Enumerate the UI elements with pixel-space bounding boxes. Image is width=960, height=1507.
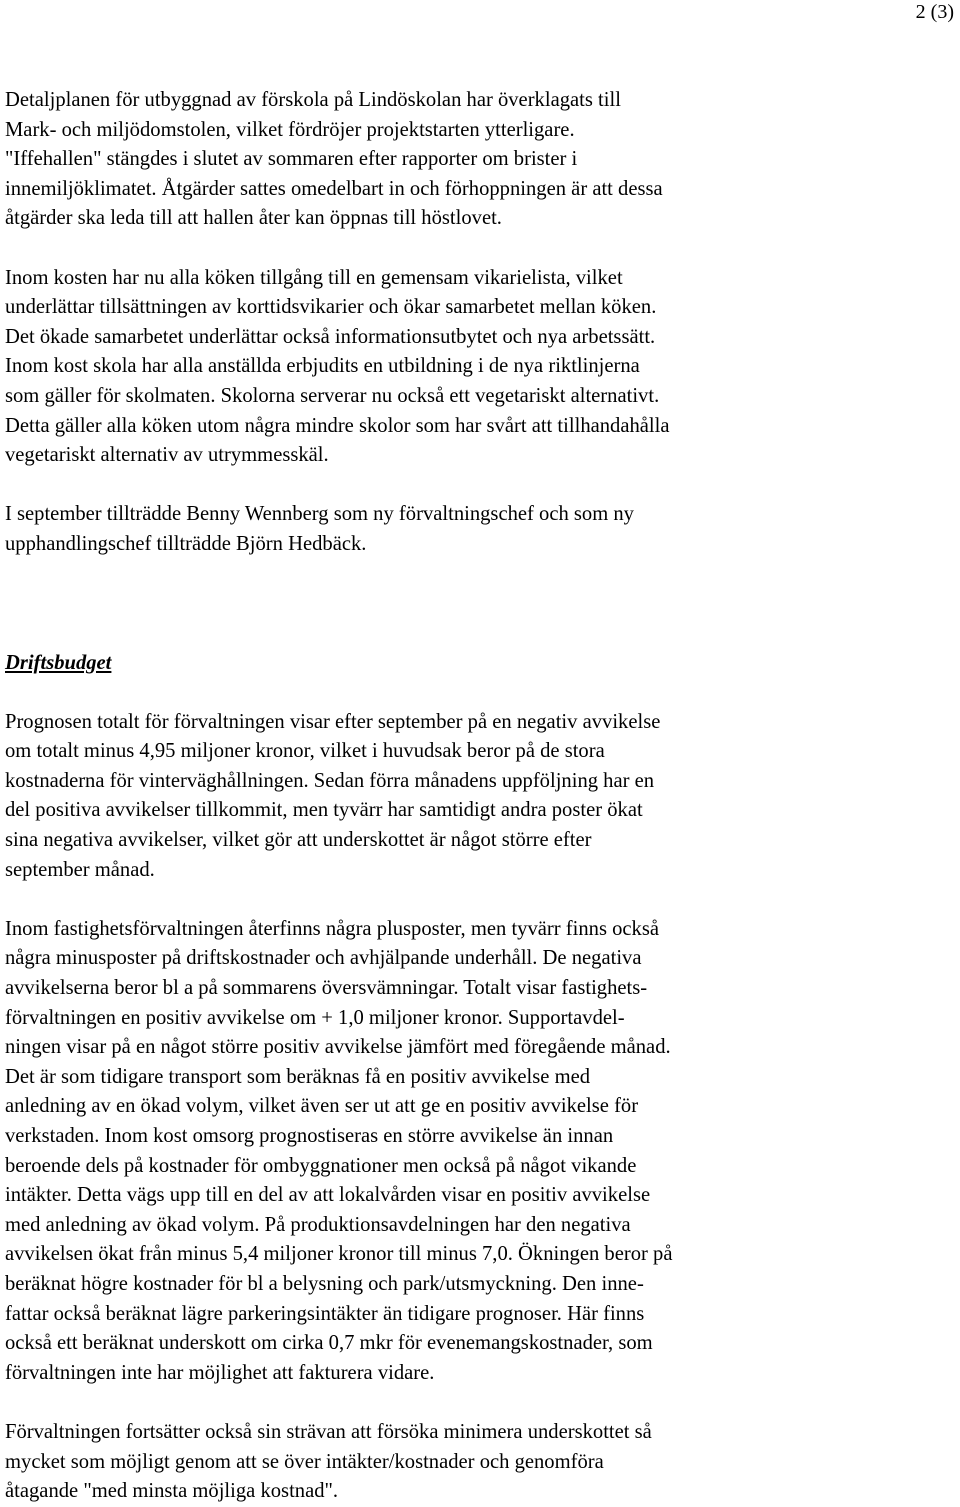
text-line: Förvaltningen fortsätter också sin strävan att försöka minimera underskottet så xyxy=(5,1420,652,1443)
text-line: kostnaderna för vinterväghållningen. Sedan förra månadens uppföljning har en xyxy=(5,769,655,792)
text-line: I september tillträdde Benny Wennberg som ny förvaltningschef och som ny xyxy=(5,503,634,526)
text-line: Det är som tidigare transport som beräknas få en positiv avvikelse med xyxy=(5,1065,591,1088)
section-title-driftsbudget: Driftsbudget xyxy=(5,651,112,674)
text-line: några minusposter på driftskostnader och avhjälpande underhåll. De negativa xyxy=(5,947,642,970)
text-line: förvaltningen inte har möjlighet att fakturera vidare. xyxy=(5,1361,435,1384)
paragraph-kosten xyxy=(5,264,845,471)
text-line: mycket som möjligt genom att se över intäkter/kostnader och genomföra xyxy=(5,1450,604,1473)
text-line: fattar också beräknat lägre parkeringsintäkter än tidigare prognoser. Här finns xyxy=(5,1302,645,1325)
document-body xyxy=(5,86,845,1507)
section-spacer xyxy=(5,560,845,649)
text-line: innemiljöklimatet. Åtgärder sattes omedelbart in och förhoppningen är att dessa xyxy=(5,177,663,200)
text-line: beroende dels på kostnader för ombyggnationer men också på något vikande xyxy=(5,1154,637,1177)
text-line: verkstaden. Inom kost omsorg prognostiseras en större avvikelse än innan xyxy=(5,1125,614,1147)
text-line: Inom fastighetsförvaltningen återfinns några plusposter, men tyvärr finns också xyxy=(5,917,659,940)
paragraph-prognos xyxy=(5,708,845,886)
paragraph-fastighetsforvaltningen xyxy=(5,915,845,1389)
text-line: om totalt minus 4,95 miljoner kronor, vilket i huvudsak beror på de stora xyxy=(5,740,605,763)
text-line: september månad. xyxy=(5,858,155,881)
paragraph-strävan xyxy=(5,1418,845,1507)
text-line: upphandlingschef tillträdde Björn Hedbäck. xyxy=(5,532,367,555)
page-number: 2 (3) xyxy=(915,1,954,23)
text-line: del positiva avvikelser tillkommit, men tyvärr har samtidigt andra poster ökat xyxy=(5,799,643,822)
text-line: Det ökade samarbetet underlättar också informationsutbytet och nya arbetssätt. xyxy=(5,325,656,348)
text-line: ningen visar på en något större positiv avvikelse jämfört med föregående månad. xyxy=(5,1036,671,1059)
paragraph-lindoskolan xyxy=(5,86,845,234)
text-line: avvikelserna beror bl a på sommarens översvämningar. Totalt visar fastighets- xyxy=(5,977,648,1000)
text-line: Inom kosten har nu alla köken tillgång till en gemensam vikarielista, vilket xyxy=(5,266,623,289)
text-line: anledning av en ökad volym, vilket även ser ut att ge en positiv avvikelse för xyxy=(5,1095,639,1118)
text-line: Inom kost skola har alla anställda erbjudits en utbildning i de nya riktlinjerna xyxy=(5,355,640,378)
text-line: åtagande "med minsta möjliga kostnad". xyxy=(5,1480,339,1503)
text-line: beräknat högre kostnader för bl a belysning och park/utsmyckning. Den inne- xyxy=(5,1272,644,1295)
text-line: avvikelsen ökat från minus 5,4 miljoner kronor till minus 7,0. Ökningen beror på xyxy=(5,1243,673,1266)
text-line: sina negativa avvikelser, vilket gör att underskottet är något större efter xyxy=(5,829,592,852)
text-line: Detta gäller alla köken utom några mindre skolor som har svårt att tillhandahålla xyxy=(5,414,670,437)
text-line: Mark- och miljödomstolen, vilket fördröjer projektstarten ytterligare. xyxy=(5,118,575,141)
text-line: Detaljplanen för utbyggnad av förskola på Lindöskolan har överklagats till xyxy=(5,89,621,111)
text-line: som gäller för skolmaten. Skolorna serverar nu också ett vegetariskt alternativt. xyxy=(5,384,660,407)
text-line: underlättar tillsättningen av korttidsvikarier och ökar samarbetet mellan köken. xyxy=(5,296,657,319)
text-line: förvaltningen en positiv avvikelse om + 1,0 miljoner kronor. Supportavdel- xyxy=(5,1006,625,1029)
text-line: åtgärder ska leda till att hallen åter kan öppnas till höstlovet. xyxy=(5,207,502,230)
text-line: Prognosen totalt för förvaltningen visar efter september på en negativ avvikelse xyxy=(5,710,661,733)
paragraph-forvaltningschef xyxy=(5,500,845,559)
text-line: "Iffehallen" stängdes i slutet av sommaren efter rapporter om brister i xyxy=(5,148,578,171)
text-line: också ett beräknat underskott om cirka 0,7 mkr för evenemangskostnader, som xyxy=(5,1332,653,1355)
text-line: vegetariskt alternativ av utrymmesskäl. xyxy=(5,444,329,467)
text-line: intäkter. Detta vägs upp till en del av att lokalvården visar en positiv avvikelse xyxy=(5,1184,651,1207)
text-line: med anledning av ökad volym. På produktionsavdelningen har den negativa xyxy=(5,1213,631,1236)
